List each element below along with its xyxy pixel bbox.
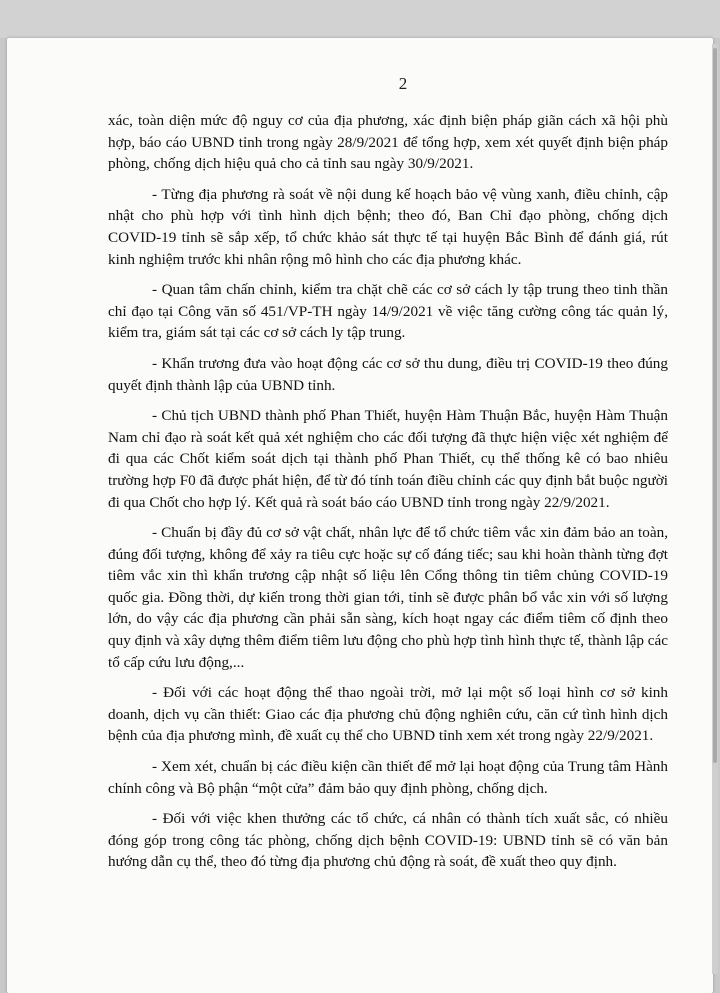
paragraph-continuation: xác, toàn diện mức độ nguy cơ của địa phương, xác định biện pháp giãn cách xã hội phù hợp, báo cáo UBND tỉnh trong ngày 28/9/2021 để tổng hợp, xem xét quyết định biện pháp phòng, chống dịch hiệu quả cho cả tỉnh sau ngày 30/9/2021.: [108, 112, 668, 173]
scrollbar-thumb[interactable]: [713, 48, 717, 763]
paragraph-green-zone: - Từng địa phương rà soát về nội dung kế hoạch bảo vệ vùng xanh, điều chỉnh, cập nhật cho phù hợp với tình hình dịch bệnh; theo đó, Ban Chỉ đạo phòng, chống dịch COVID-19 tỉnh sẽ sắp xếp, tổ chức khảo sát thực tế tại huyện Bắc Bình để đánh giá, rút kinh nghiệm trước khi nhân rộng mô hình cho các địa phương khác.: [108, 185, 668, 268]
paragraph-vaccination: - Chuẩn bị đầy đủ cơ sở vật chất, nhân lực để tổ chức tiêm vắc xin đảm bảo an toàn, đúng đối tượng, không để xảy ra tiêu cực hoặc sự cố đáng tiếc; sau khi hoàn thành từng đợt tiêm vắc xin thì khẩn trương cập nhật số liệu lên Cổng thông tin tiêm chủng COVID-19 quốc gia. Đồng thời, dự kiến trong thời gian tới, tỉnh sẽ được phân bổ vắc xin với số lượng lớn, do vậy các địa phương cần phải sẵn sàng, kích hoạt ngay các điểm tiêm cố định theo quy định và xây dựng thêm điểm tiêm lưu động cho phù hợp tình hình thực tế, thành lập các tổ cấp cứu lưu động,...: [108, 524, 668, 671]
paragraph-rewards: - Đối với việc khen thưởng các tổ chức, cá nhân có thành tích xuất sắc, có nhiều đóng góp trong công tác phòng, chống dịch bệnh COVID-19: UBND tỉnh sẽ có văn bản hướng dẫn cụ thể, theo đó từng địa phương chủ động rà soát, đề xuất theo quy định.: [108, 810, 668, 871]
document-body: [108, 110, 668, 882]
viewer-top-bar: [0, 0, 720, 38]
paragraph-public-admin: - Xem xét, chuẩn bị các điều kiện cần thiết để mở lại hoạt động của Trung tâm Hành chính công và Bộ phận “một cửa” đảm bảo quy định phòng, chống dịch.: [108, 758, 668, 797]
paragraph-quarantine: - Quan tâm chấn chỉnh, kiểm tra chặt chẽ các cơ sở cách ly tập trung theo tinh thần chỉ đạo tại Công văn số 451/VP-TH ngày 14/9/2021 về việc tăng cường công tác quản lý, kiểm tra, giám sát tại các cơ sở cách ly tập trung.: [108, 281, 668, 342]
paragraph-testing-review: - Chủ tịch UBND thành phố Phan Thiết, huyện Hàm Thuận Bắc, huyện Hàm Thuận Nam chỉ đạo rà soát kết quả xét nghiệm cho các đối tượng đã thực hiện việc xét nghiệm để đi qua các Chốt kiểm soát dịch tại thành phố Phan Thiết, cụ thể thống kê có bao nhiêu trường hợp F0 đã được phát hiện, để từ đó tính toán điều chỉnh các quy định bắt buộc người đi qua Chốt cho hợp lý. Kết quả rà soát báo cáo UBND tỉnh trong ngày 22/9/2021.: [108, 407, 668, 511]
page-number: 2: [398, 74, 408, 93]
paragraph-treatment-facilities: - Khẩn trương đưa vào hoạt động các cơ sở thu dung, điều trị COVID-19 theo đúng quyết định thành lập của UBND tỉnh.: [108, 354, 668, 394]
paragraph-outdoor-sports: - Đối với các hoạt động thể thao ngoài trời, mở lại một số loại hình cơ sở kinh doanh, dịch vụ cần thiết: Giao các địa phương chủ động nghiên cứu, căn cứ tình hình dịch bệnh của địa phương mình, đề xuất cụ thể cho UBND tỉnh xem xét trong ngày 22/9/2021.: [108, 684, 668, 745]
